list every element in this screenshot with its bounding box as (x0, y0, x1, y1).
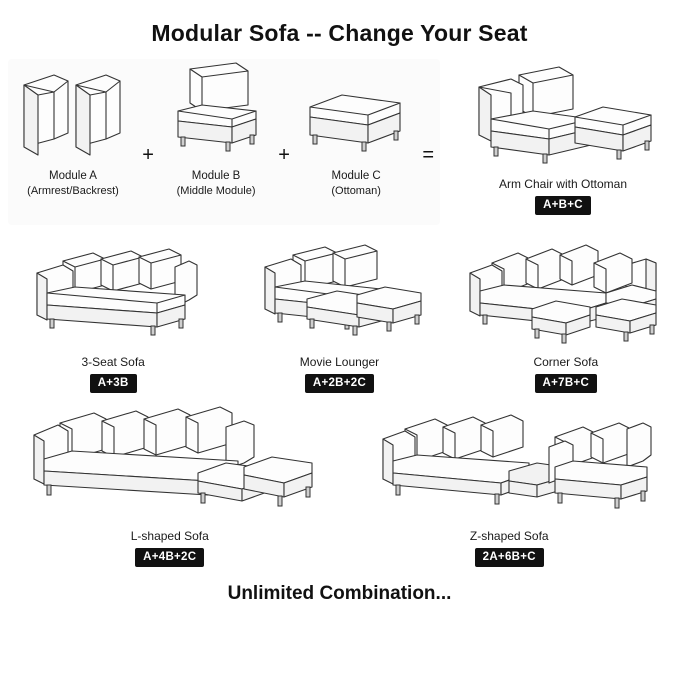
module-b-sub: (Middle Module) (176, 184, 256, 197)
config-name: L-shaped Sofa (130, 529, 209, 543)
arm-chair-with-ottoman-icon (463, 59, 663, 171)
module-b-label (177, 169, 256, 198)
module-c-name: Module C (331, 170, 381, 182)
config-name: Corner Sofa (533, 355, 599, 369)
config-code-badge: A+3B (90, 374, 137, 393)
operator-plus-1: + (142, 143, 154, 166)
config-code-badge: A+7B+C (535, 374, 598, 393)
z-shaped-sofa-icon (359, 401, 659, 521)
equation-items (8, 59, 440, 225)
config-code-badge: A+4B+2C (135, 548, 204, 567)
armrest-backrest-pair-icon (14, 59, 132, 163)
config-name: 3-Seat Sofa (81, 355, 145, 369)
corner-sofa-icon (456, 237, 676, 347)
module-c-label (331, 169, 381, 198)
config-z-shaped-sofa (349, 401, 669, 567)
equation-result-cell (455, 59, 671, 215)
operator-equals: = (422, 143, 434, 166)
module-a-label (27, 169, 119, 198)
config-name: Movie Lounger (299, 355, 380, 369)
middle-module-icon (164, 59, 268, 163)
movie-lounger-icon (249, 237, 429, 347)
result-code-badge: A+B+C (535, 196, 591, 215)
result-name: Arm Chair with Ottoman (498, 177, 628, 191)
module-c-cell (300, 59, 412, 198)
config-name: Z-shaped Sofa (469, 529, 549, 543)
module-a-name: Module A (49, 170, 97, 182)
module-a-cell (14, 59, 132, 198)
config-l-shaped-sofa (10, 401, 330, 567)
config-movie-lounger (229, 237, 449, 393)
module-b-name: Module B (191, 170, 241, 182)
module-a-sub: (Armrest/Backrest) (27, 184, 119, 197)
operator-plus-2: + (278, 143, 290, 166)
three-seat-sofa-icon (23, 237, 203, 347)
config-code-badge: 2A+6B+C (475, 548, 544, 567)
l-shaped-sofa-icon (20, 401, 320, 521)
config-code-badge: A+2B+2C (305, 374, 374, 393)
configurations-row-2 (0, 401, 679, 567)
footer-text: Unlimited Combination... (227, 583, 452, 604)
config-corner-sofa (456, 237, 676, 393)
ottoman-icon (300, 59, 412, 163)
equation-row (0, 59, 679, 229)
configurations-row-1 (0, 237, 679, 393)
config-three-seat-sofa (3, 237, 223, 393)
module-c-sub: (Ottoman) (331, 184, 381, 197)
module-b-cell (164, 59, 268, 198)
page-title: Modular Sofa -- Change Your Seat (151, 20, 528, 46)
